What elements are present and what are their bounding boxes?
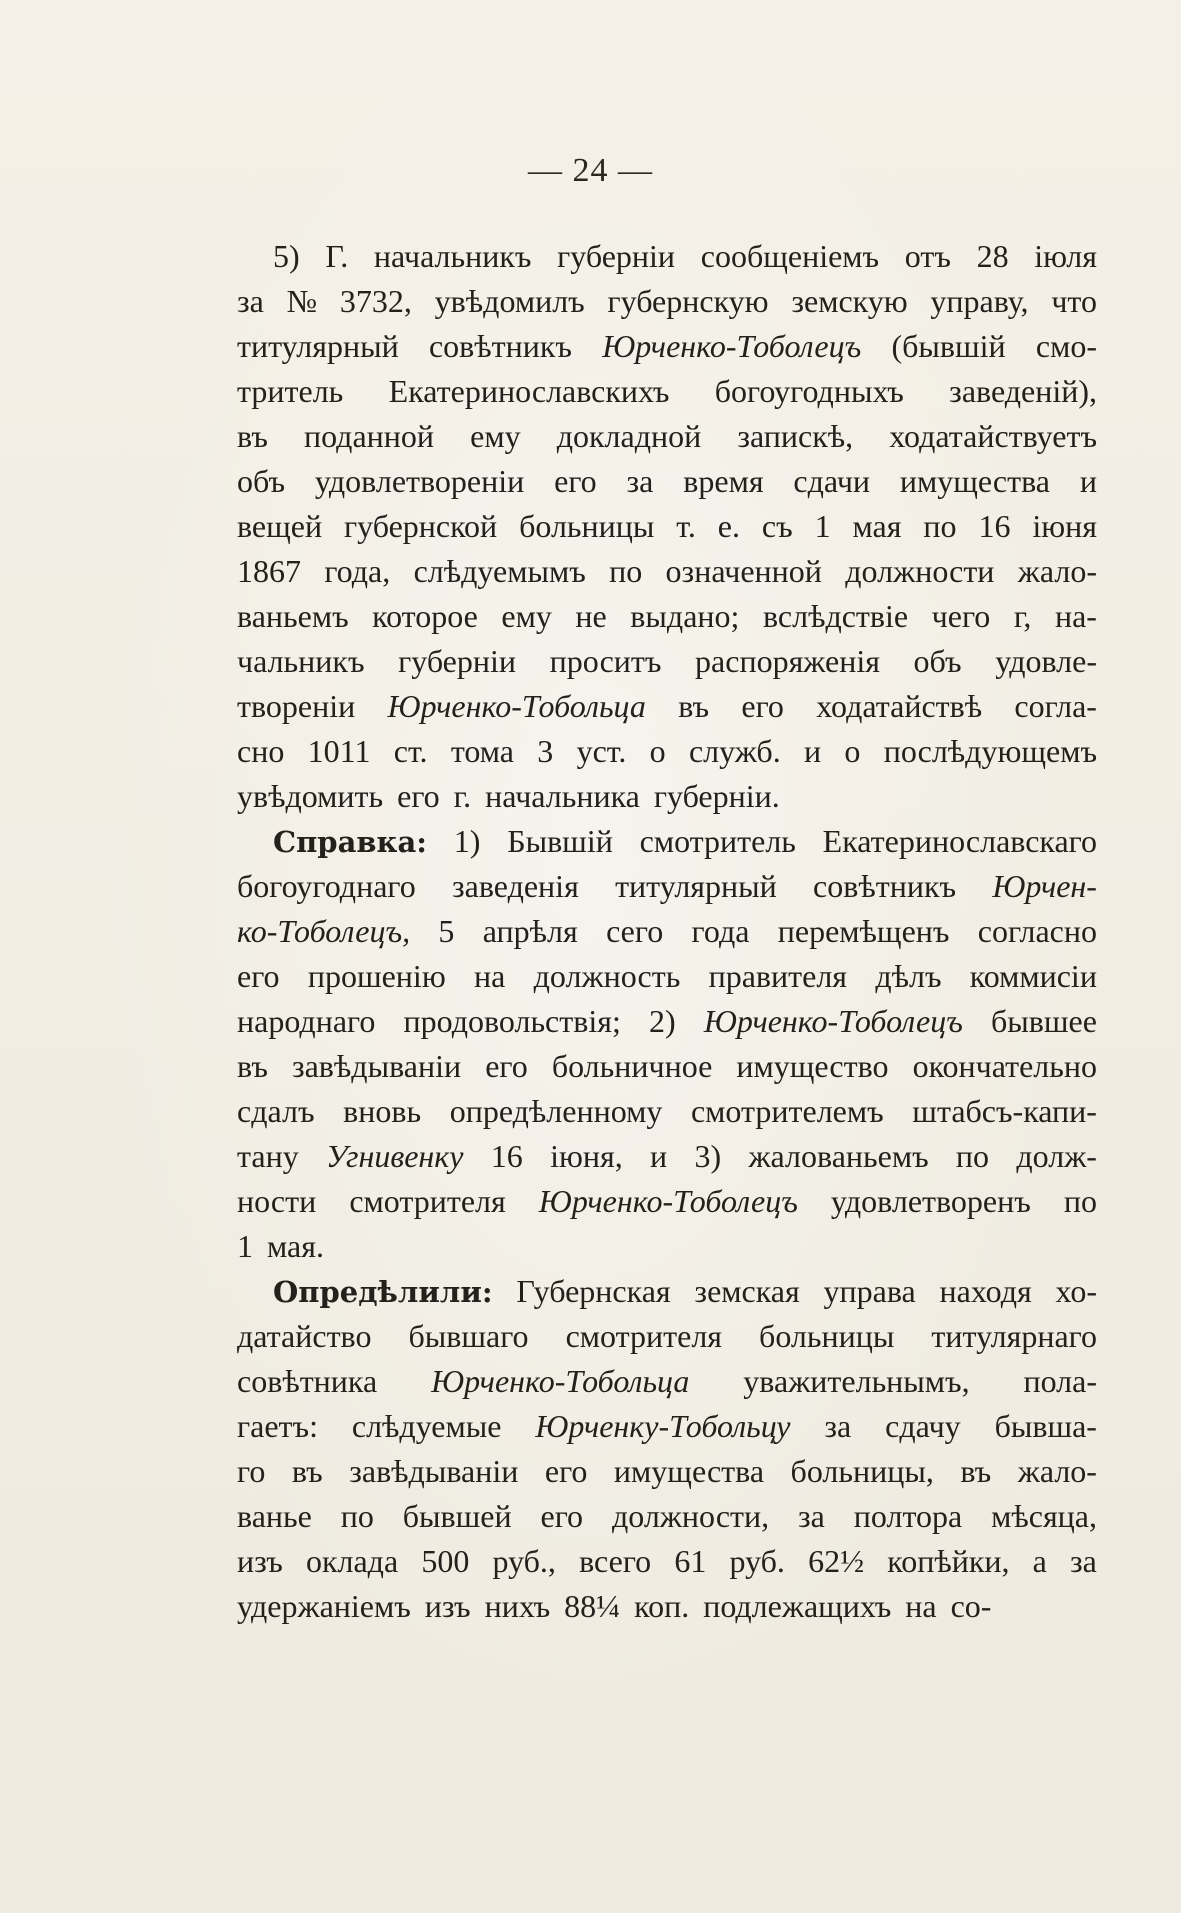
word: за — [824, 1408, 852, 1444]
word: дѣлъ — [875, 958, 942, 994]
word: больницы, — [790, 1453, 934, 1489]
word: распоряженія — [695, 643, 880, 679]
word: опредѣленному — [449, 1093, 663, 1129]
word: должности, — [611, 1498, 770, 1534]
text-line — [237, 594, 1097, 639]
word: за — [626, 463, 654, 499]
word: увѣдомилъ — [434, 283, 585, 319]
word: вещей — [237, 508, 323, 544]
word: а — [1032, 1543, 1047, 1579]
word: начальникъ — [373, 238, 532, 274]
section-label: Опредѣлили: — [273, 1275, 493, 1309]
word: на- — [1054, 598, 1097, 634]
word: заведеній), — [949, 373, 1097, 409]
word: изъ — [424, 1588, 471, 1624]
word: гаетъ: — [237, 1408, 318, 1444]
word: больницы — [519, 508, 655, 544]
word: земская — [694, 1273, 800, 1309]
word: смотрителя — [565, 1318, 722, 1354]
text-line — [237, 819, 1097, 864]
text-line — [237, 909, 1097, 954]
word: богоугоднаго — [237, 868, 416, 904]
word: мая — [852, 508, 902, 544]
word: 5 — [438, 913, 455, 949]
word: имущества — [899, 463, 1050, 499]
word: ему — [470, 418, 521, 454]
word: нихъ — [484, 1588, 551, 1624]
text-line — [237, 1179, 1097, 1224]
text-line — [237, 954, 1097, 999]
word: поданной — [303, 418, 435, 454]
word: чего — [931, 598, 991, 634]
word: не — [575, 598, 607, 634]
word: 28 — [976, 238, 1009, 274]
word: сообщеніемъ — [700, 238, 880, 274]
word: ему — [501, 598, 552, 634]
word: 1 — [237, 1228, 253, 1264]
word: ванье — [237, 1498, 312, 1534]
word: въ — [237, 418, 268, 454]
word: Юрчен- — [992, 868, 1097, 904]
text-line — [237, 549, 1097, 594]
word: смотрителя — [349, 1183, 506, 1219]
word: штабсъ-капи- — [912, 1093, 1097, 1129]
word: Юрченку-Тобольцу — [535, 1408, 791, 1444]
word: по — [955, 1138, 990, 1174]
word: уст. — [576, 733, 627, 769]
word: губерніи — [398, 643, 517, 679]
word: мѣсяца, — [991, 1498, 1097, 1534]
word: Юрченко-Тоболецъ — [703, 1003, 963, 1039]
word: по — [923, 508, 957, 544]
text-line — [237, 459, 1097, 504]
paragraph — [237, 234, 1097, 819]
word: которое — [372, 598, 478, 634]
word: Юрченко-Тобольца — [431, 1363, 690, 1399]
text-line — [237, 1404, 1097, 1449]
word: въ — [237, 1048, 268, 1084]
word: богоугодныхъ — [714, 373, 904, 409]
word: руб. — [729, 1543, 785, 1579]
word: его — [485, 1048, 528, 1084]
word: 88¼ — [564, 1588, 621, 1624]
word: слѣдуемымъ — [413, 553, 586, 589]
text-line — [237, 1269, 1097, 1314]
word: 3732, — [339, 283, 412, 319]
word: имущество — [736, 1048, 889, 1084]
text-line — [237, 1224, 1097, 1269]
word: народнаго — [237, 1003, 376, 1039]
word: совѣтника — [237, 1363, 378, 1399]
word: титулярный — [237, 328, 399, 364]
word: удовле- — [995, 643, 1097, 679]
word: тритель — [237, 373, 344, 409]
word: въ — [291, 1453, 323, 1489]
text-line — [237, 1449, 1097, 1494]
word: іюня — [1032, 508, 1097, 544]
word: губернскую — [607, 283, 769, 319]
text-line — [237, 1089, 1097, 1134]
word: вновь — [343, 1093, 422, 1129]
word: управа — [823, 1273, 916, 1309]
word: въ — [678, 688, 710, 724]
text-line — [237, 1494, 1097, 1539]
word: управу, — [930, 283, 1029, 319]
word: 3) — [694, 1138, 722, 1174]
word: ст. — [393, 733, 428, 769]
word: пола- — [1023, 1363, 1097, 1399]
body-text — [237, 234, 1097, 1629]
text-line — [237, 684, 1097, 729]
word: коп. — [634, 1588, 690, 1624]
word: года, — [324, 553, 391, 589]
word: Екатеринославскихъ — [388, 373, 670, 409]
word: что — [1051, 283, 1097, 319]
word: (бывшій — [891, 328, 1006, 364]
word: удовлетворенъ — [830, 1183, 1031, 1219]
text-line — [237, 1134, 1097, 1179]
word: его — [554, 463, 597, 499]
word: съ — [761, 508, 793, 544]
word: сдачи — [793, 463, 871, 499]
word: отъ — [904, 238, 951, 274]
word: имущества — [613, 1453, 765, 1489]
word: ности — [237, 1183, 317, 1219]
text-line — [237, 999, 1097, 1044]
text-line — [237, 1314, 1097, 1359]
text-line — [237, 1584, 1097, 1629]
word: его — [540, 1498, 584, 1534]
word: Юрченко-Тоболецъ — [538, 1183, 798, 1219]
text-line — [237, 1359, 1097, 1404]
word: заведенія — [452, 868, 579, 904]
word: совѣтникъ — [813, 868, 957, 904]
word: смотритель — [639, 823, 796, 859]
word: и — [803, 733, 822, 769]
word: іюня, — [550, 1138, 623, 1174]
word: за — [1070, 1543, 1097, 1579]
word: его — [741, 688, 784, 724]
word: подлежащихъ — [703, 1588, 892, 1624]
word: больничное — [551, 1048, 713, 1084]
word: жало- — [1017, 1453, 1097, 1489]
word: больницы — [759, 1318, 895, 1354]
word: губерніи. — [653, 778, 780, 814]
word: Г. — [325, 238, 349, 274]
word: по — [609, 553, 643, 589]
word: по — [340, 1498, 374, 1534]
word: 62½ — [808, 1543, 865, 1579]
word: объ — [913, 643, 962, 679]
word: полтора — [853, 1498, 963, 1534]
word: 16 — [490, 1138, 523, 1174]
word: т. — [676, 508, 696, 544]
word: начальника — [485, 778, 640, 814]
word: коммисіи — [969, 958, 1097, 994]
text-line — [237, 414, 1097, 459]
word: 61 — [674, 1543, 707, 1579]
text-line — [237, 504, 1097, 549]
word: о — [844, 733, 861, 769]
word: губерніи — [557, 238, 676, 274]
word: губернской — [344, 508, 498, 544]
word: Губернская — [516, 1273, 671, 1309]
word: уважительнымъ, — [743, 1363, 970, 1399]
word: означенной — [665, 553, 822, 589]
text-line — [237, 1539, 1097, 1584]
word: 5) — [273, 238, 300, 274]
word: докладной — [556, 418, 702, 454]
word: 3 — [537, 733, 554, 769]
word: на — [474, 958, 506, 994]
text-line — [237, 639, 1097, 684]
word: послѣдующемъ — [883, 733, 1097, 769]
word: бывша- — [994, 1408, 1097, 1444]
word: вслѣдствіе — [762, 598, 909, 634]
word: 1 — [814, 508, 831, 544]
word: бывшее — [991, 1003, 1097, 1039]
word: служб. — [688, 733, 781, 769]
word: г. — [453, 778, 472, 814]
word: земскую — [791, 283, 908, 319]
word: слѣдуемые — [351, 1408, 502, 1444]
word: совѣтникъ — [428, 328, 572, 364]
word: сего — [606, 913, 664, 949]
word: завѣдываніи — [291, 1048, 462, 1084]
word: титулярный — [615, 868, 777, 904]
word: продовольствія; — [403, 1003, 621, 1039]
text-line — [237, 864, 1097, 909]
text-line — [237, 324, 1097, 369]
word: Бывшій — [507, 823, 613, 859]
word: сдалъ — [237, 1093, 315, 1129]
word: запискѣ, — [737, 418, 854, 454]
word: изъ — [237, 1543, 283, 1579]
word: за — [798, 1498, 825, 1534]
word: іюля — [1034, 238, 1097, 274]
word: должности — [845, 553, 995, 589]
word: бывшаго — [408, 1318, 529, 1354]
word: проситъ — [549, 643, 662, 679]
word: Юрченко-Тобольца — [387, 688, 646, 724]
text-line — [237, 729, 1097, 774]
word: 1) — [453, 823, 481, 859]
word: го — [237, 1453, 266, 1489]
word: смо- — [1035, 328, 1097, 364]
word: апрѣля — [482, 913, 578, 949]
word: сдачу — [885, 1408, 961, 1444]
word: е. — [717, 508, 740, 544]
word: въ — [960, 1453, 992, 1489]
word: г, — [1013, 598, 1032, 634]
section-label: Справка: — [273, 825, 427, 859]
word: ходатайствуетъ — [889, 418, 1097, 454]
word: долж- — [1016, 1138, 1097, 1174]
word: о — [649, 733, 666, 769]
word: и — [1079, 463, 1097, 499]
text-line — [237, 279, 1097, 324]
word: Угнивенку — [326, 1138, 464, 1174]
text-line — [237, 369, 1097, 414]
paragraph — [237, 1269, 1097, 1629]
word: удержаніемъ — [237, 1588, 411, 1624]
word: его — [397, 778, 440, 814]
word: чальникъ — [237, 643, 365, 679]
word: всего — [579, 1543, 652, 1579]
word: Екатеринославскаго — [822, 823, 1097, 859]
word: оклада — [305, 1543, 399, 1579]
word: титулярнаго — [931, 1318, 1097, 1354]
word: руб., — [492, 1543, 556, 1579]
word: Юрченко-Тоболецъ — [602, 328, 862, 364]
word: увѣдомить — [237, 778, 384, 814]
word: его — [237, 958, 280, 994]
word: окончательно — [912, 1048, 1097, 1084]
word: ваньемъ — [237, 598, 349, 634]
word: копѣйки, — [887, 1543, 1010, 1579]
word: № — [286, 283, 318, 319]
word: бывшей — [402, 1498, 512, 1534]
word: сно — [237, 733, 285, 769]
word: смотрителемъ — [690, 1093, 884, 1129]
text-line — [237, 234, 1097, 279]
word: со- — [950, 1588, 992, 1624]
word: 2) — [649, 1003, 676, 1039]
word: на — [905, 1588, 937, 1624]
word: за — [237, 283, 264, 319]
text-line — [237, 774, 1097, 819]
page-number: — 24 — — [528, 152, 653, 189]
word: согла- — [1014, 688, 1097, 724]
word: жалованьемъ — [748, 1138, 929, 1174]
word: выдано; — [630, 598, 740, 634]
word: находя — [939, 1273, 1032, 1309]
word: его — [544, 1453, 588, 1489]
word: года — [691, 913, 750, 949]
word: удовлетвореніи — [314, 463, 525, 499]
word: 16 — [978, 508, 1011, 544]
word: время — [683, 463, 764, 499]
word: 1011 — [307, 733, 371, 769]
word: прошенію — [307, 958, 446, 994]
word: по — [1063, 1183, 1097, 1219]
word: жало- — [1017, 553, 1097, 589]
word: хо- — [1055, 1273, 1097, 1309]
word: объ — [237, 463, 286, 499]
word: тома — [450, 733, 514, 769]
word: ко-Тоболецъ, — [237, 913, 411, 949]
word: согласно — [977, 913, 1097, 949]
word: ходатайствѣ — [816, 688, 983, 724]
text-line — [237, 1044, 1097, 1089]
word: мая. — [267, 1228, 324, 1264]
word: должность — [533, 958, 681, 994]
word: тану — [237, 1138, 299, 1174]
word: твореніи — [237, 688, 356, 724]
word: датайство — [237, 1318, 372, 1354]
paragraph — [237, 819, 1097, 1269]
word: завѣдываніи — [349, 1453, 519, 1489]
word: и — [650, 1138, 668, 1174]
word: 1867 — [237, 553, 301, 589]
word: правителя — [708, 958, 848, 994]
word: 500 — [421, 1543, 470, 1579]
word: перемѣщенъ — [777, 913, 950, 949]
